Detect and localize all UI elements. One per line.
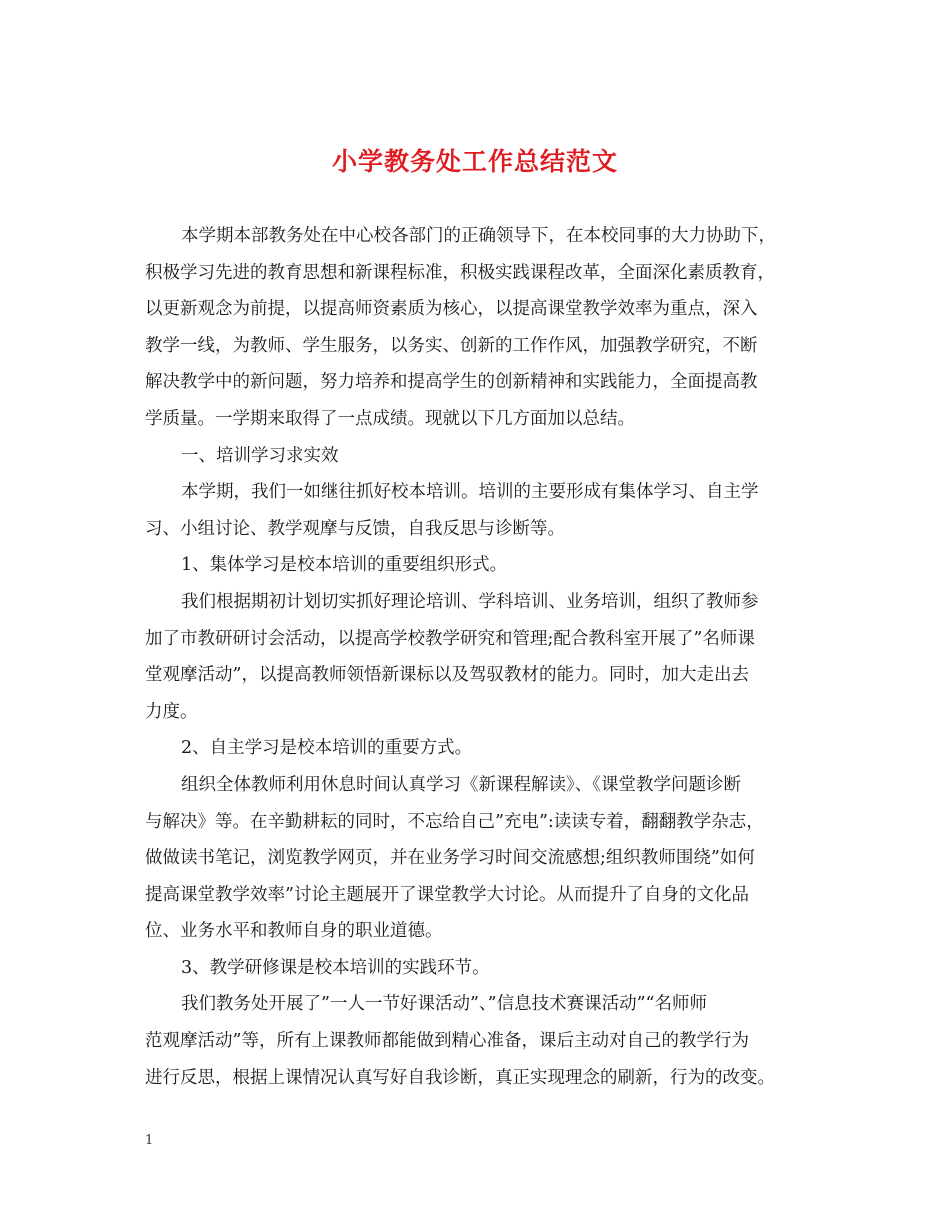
- paragraph-line: 习、小组讨论、教学观摩与反馈，自我反思与诊断等。: [145, 518, 565, 539]
- subsection-heading: 3、教学研修课是校本培训的实践环节。: [181, 957, 490, 978]
- paragraph-line: 积极学习先进的教育思想和新课程标准，积极实践课程改革，全面深化素质教育，: [145, 262, 775, 283]
- paragraph-line: 学质量。一学期来取得了一点成绩。现就以下几方面加以总结。: [145, 408, 635, 429]
- paragraph-line: 本学期，我们一如继往抓好校本培训。培训的主要形成有集体学习、自主学: [181, 482, 759, 503]
- paragraph-line: 力度。: [145, 701, 198, 722]
- subsection-heading: 2、自主学习是校本培训的重要方式。: [181, 738, 473, 759]
- paragraph-line: 范观摩活动”等，所有上课教师都能做到精心准备，课后主动对自己的教学行为: [145, 1031, 749, 1052]
- body-text: [145, 218, 810, 1096]
- page-number: 1: [145, 1133, 154, 1148]
- paragraph-line: 进行反思，根据上课情况认真写好自我诊断，真正实现理念的刷新，行为的改变。: [145, 1067, 775, 1088]
- paragraph-line: 提高课堂教学效率”讨论主题展开了课堂教学大讨论。从而提升了自身的文化品: [145, 884, 749, 905]
- paragraph-line: 我们根据期初计划切实抓好理论培训、学科培训、业务培训，组织了教师参: [181, 591, 759, 612]
- paragraph-line: 教学一线，为教师、学生服务，以务实、创新的工作作风，加强教学研究，不断: [145, 335, 758, 356]
- section-heading: 一、培训学习求实效: [181, 445, 339, 466]
- paragraph-line: 解决教学中的新问题，努力培养和提高学生的创新精神和实践能力，全面提高教: [145, 372, 758, 393]
- page-title: 小学教务处工作总结范文: [331, 147, 618, 176]
- paragraph-line: 组织全体教师利用休息时间认真学习《新课程解读》、《课堂教学问题诊断: [181, 774, 741, 795]
- paragraph-line: 我们教务处开展了”一人一节好课活动”、”信息技术赛课活动”“名师师: [181, 994, 707, 1015]
- paragraph-line: 堂观摩活动”，以提高教师领悟新课标以及驾驭教材的能力。同时，加大走出去: [145, 665, 749, 686]
- paragraph-line: 与解决》等。在辛勤耕耘的同时，不忘给自己”充电”:读读专着，翻翻教学杂志，: [145, 811, 764, 832]
- paragraph-line: 本学期本部教务处在中心校各部门的正确领导下，在本校同事的大力协助下，: [181, 226, 776, 246]
- paragraph-line: 位、业务水平和教师自身的职业道德。: [145, 921, 443, 942]
- paragraph-line: 加了市教研研讨会活动，以提高学校教学研究和管理;配合教科室开展了”名师课: [145, 628, 755, 649]
- paragraph-line: 做做读书笔记，浏览教学网页，并在业务学习时间交流感想;组织教师围绕”如何: [145, 848, 755, 869]
- paragraph-line: 以更新观念为前提，以提高师资素质为核心，以提高课堂教学效率为重点，深入: [145, 299, 758, 320]
- subsection-heading: 1、集体学习是校本培训的重要组织形式。: [181, 555, 508, 576]
